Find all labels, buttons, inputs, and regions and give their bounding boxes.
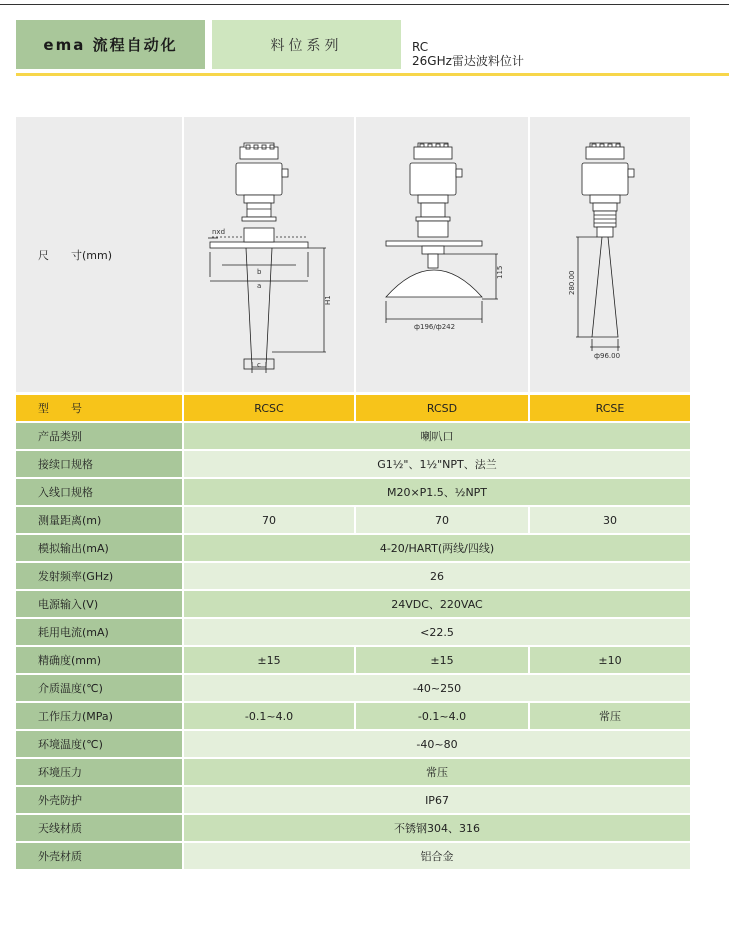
table-row [16, 759, 690, 785]
row-label: 工作压力(MPa) [16, 703, 182, 729]
row-label: 电源输入(V) [16, 591, 182, 617]
row-value-rcsd: ±15 [356, 647, 528, 673]
row-value: 常压 [184, 759, 690, 785]
header-rule [16, 73, 729, 76]
table-row [16, 675, 690, 701]
table-row [16, 619, 690, 645]
table-row [16, 423, 690, 449]
row-value: M20×P1.5、½NPT [184, 479, 690, 505]
row-value-rcsc: 70 [184, 507, 354, 533]
model-header-row [16, 395, 690, 421]
product-code: RC [412, 40, 429, 54]
table-row [16, 815, 690, 841]
rcsc-a-label: a [257, 282, 262, 290]
table-row [16, 479, 690, 505]
rcsc-h1-label: H1 [324, 295, 332, 305]
table-row [16, 843, 690, 869]
row-value: 26 [184, 563, 690, 589]
row-label: 精确度(mm) [16, 647, 182, 673]
rcse-dimension-svg [530, 117, 690, 392]
rcsc-drawing [184, 117, 354, 392]
rcse-height-label: 280.00 [568, 270, 576, 295]
row-label: 介质温度(℃) [16, 675, 182, 701]
row-value-rcsc: ±15 [184, 647, 354, 673]
row-value-rcse: ±10 [530, 647, 690, 673]
row-label: 外壳材质 [16, 843, 182, 869]
row-value: -40~250 [184, 675, 690, 701]
row-value: IP67 [184, 787, 690, 813]
row-value-rcsc: -0.1~4.0 [184, 703, 354, 729]
row-value: 24VDC、220VAC [184, 591, 690, 617]
row-value: 喇叭口 [184, 423, 690, 449]
row-label: 入线口规格 [16, 479, 182, 505]
rcsc-c-label: c [257, 361, 261, 369]
row-value: -40~80 [184, 731, 690, 757]
product-title [412, 40, 524, 68]
row-label: 外壳防护 [16, 787, 182, 813]
row-label: 模拟输出(mA) [16, 535, 182, 561]
table-row [16, 535, 690, 561]
row-label: 产品类别 [16, 423, 182, 449]
brand-tab: ema 流程自动化 [16, 20, 205, 69]
row-value: 4-20/HART(两线/四线) [184, 535, 690, 561]
top-rule [0, 4, 729, 5]
row-label: 环境压力 [16, 759, 182, 785]
row-label: 天线材质 [16, 815, 182, 841]
dimension-label: 尺 寸(mm) [16, 117, 182, 392]
row-value-rcsd: -0.1~4.0 [356, 703, 528, 729]
model-label: 型 号 [16, 395, 182, 421]
dimension-row [16, 117, 690, 392]
rcsc-dimension-svg [184, 117, 354, 392]
model-rcse: RCSE [530, 395, 690, 421]
header [16, 18, 729, 76]
model-rcsd: RCSD [356, 395, 528, 421]
model-rcsc: RCSC [184, 395, 354, 421]
rcsd-drawing [356, 117, 528, 392]
row-label: 测量距离(m) [16, 507, 182, 533]
rcse-dia-label: ф96.00 [594, 352, 621, 360]
row-label: 发射频率(GHz) [16, 563, 182, 589]
rcsd-dimension-svg [356, 117, 528, 392]
rcsd-height-label: 115 [496, 265, 504, 279]
table-row [16, 591, 690, 617]
table-row [16, 563, 690, 589]
row-value: 铝合金 [184, 843, 690, 869]
row-label: 环境温度(℃) [16, 731, 182, 757]
table-row [16, 731, 690, 757]
table-row [16, 647, 690, 673]
row-value: 不锈钢304、316 [184, 815, 690, 841]
series-tab: 料位系列 [212, 20, 401, 69]
row-label: 接续口规格 [16, 451, 182, 477]
table-row [16, 787, 690, 813]
table-row [16, 703, 690, 729]
rcse-drawing [530, 117, 690, 392]
spec-table [16, 117, 690, 871]
row-label: 耗用电流(mA) [16, 619, 182, 645]
row-value: <22.5 [184, 619, 690, 645]
rcsc-b-label: b [257, 268, 262, 276]
table-row [16, 451, 690, 477]
row-value-rcse: 30 [530, 507, 690, 533]
table-row [16, 507, 690, 533]
rcsc-nxd-label: nxd [212, 228, 226, 236]
product-name: 26GHz雷达波料位计 [412, 54, 524, 68]
row-value-rcse: 常压 [530, 703, 690, 729]
rcsd-dia-label: ф196/ф242 [414, 323, 456, 331]
row-value-rcsd: 70 [356, 507, 528, 533]
row-value: G1½"、1½"NPT、法兰 [184, 451, 690, 477]
